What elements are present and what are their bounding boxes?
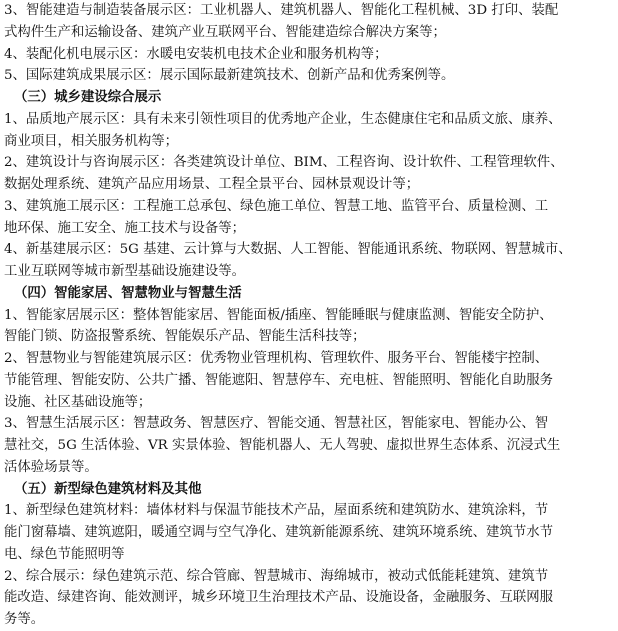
- list-item: [4, 566, 612, 631]
- text-line: 务等。: [4, 612, 45, 627]
- text-line: 4、装配化机电展示区：水暖电安装机电技术企业和服务机构等；: [4, 46, 388, 62]
- text-line: 2、智慧物业与智能建筑展示区：优秀物业管理机构、管理软件、服务平台、智能楼宇控制、: [4, 351, 549, 366]
- text-line: 智能门锁、防盗报警系统、智能娱乐产品、智能生活科技等；: [4, 329, 366, 345]
- list-item: [4, 239, 612, 283]
- list-item: [4, 305, 612, 349]
- section-heading: （三）城乡建设综合展示: [14, 89, 162, 105]
- list-item: [4, 196, 612, 240]
- text-line: 式构件生产和运输设备、建筑产业互联网平台、智能建造综合解决方案等；: [4, 24, 446, 40]
- text-line: 2、综合展示：绿色建筑示范、综合管廊、智慧城市、海绵城市，被动式低能耗建筑、建筑节: [4, 568, 549, 584]
- text-line: 能改造、绿建咨询、能效测评，城乡环境卫生治理技术产品、设施设备，金融服务、互联网服: [4, 590, 554, 606]
- section-heading: （四）智能家居、智慧物业与智慧生活: [14, 284, 242, 301]
- text-line: 2、建筑设计与咨询展示区：各类建筑设计单位、BIM、工程咨询、设计软件、工程管理软件、: [4, 155, 564, 171]
- text-line: 商业项目，相关服务机构等；: [4, 133, 179, 149]
- text-line: 慧社交，5G 生活体验、VR 实景体验、智能机器人、无人驾驶、虚拟世界生态体系、沉浸式生: [4, 438, 561, 453]
- text-line: 3、建筑施工展示区：工程施工总承包、绿色施工单位、智慧工地、监管平台、质量检测、工: [4, 198, 549, 214]
- text-line: 电、绿色节能照明等: [4, 546, 125, 562]
- section-heading: （五）新型绿色建筑材料及其他: [14, 480, 202, 497]
- list-item: [4, 0, 612, 44]
- text-line: 活体验场景等。: [4, 459, 98, 475]
- text-line: 能门窗幕墙、建筑遮阳，暖通空调与空气净化、建筑新能源系统、建筑环境系统、建筑节水节: [4, 525, 554, 540]
- text-line: 地环保、施工安全、施工技术与设备等；: [4, 220, 246, 236]
- text-line: 节能管理、智能安防、公共广播、智能遮阳、智慧停车、充电桩、智能照明、智能化自助服务: [4, 372, 554, 388]
- list-item: [4, 413, 612, 478]
- document-body: [4, 0, 612, 631]
- list-item: [4, 65, 612, 87]
- text-line: 数据处理系统、建筑产品应用场景、工程全景平台、园林景观设计等；: [4, 177, 420, 192]
- text-line: 3、智能建造与制造装备展示区：工业机器人、建筑机器人、智能化工程机械、3D 打印、装配: [4, 3, 559, 18]
- text-line: 3、智慧生活展示区：智慧政务、智慧医疗、智能交通、智慧社区，智能家电、智能办公、智: [4, 416, 549, 432]
- text-line: 5、国际建筑成果展示区：展示国际最新建筑技术、创新产品和优秀案例等。: [4, 68, 455, 84]
- list-item: [4, 348, 612, 413]
- text-line: 1、品质地产展示区：具有未来引领性项目的优秀地产企业，生态健康住宅和品质文旅、康养、: [4, 111, 562, 127]
- list-item: [4, 500, 612, 565]
- text-line: 工业互联网等城市新型基础设施建设等。: [4, 264, 246, 279]
- text-line: 1、新型绿色建筑材料：墙体材料与保温节能技术产品，屋面系统和建筑防水、建筑涂料，节: [4, 503, 549, 519]
- text-line: 1、智能家居展示区：整体智能家居、智能面板/插座、智能睡眠与健康监测、智能安全防护、: [4, 307, 553, 323]
- text-line: 设施、社区基础设施等；: [4, 394, 152, 410]
- text-line: 4、新基建展示区：5G 基建、云计算与大数据、人工智能、智能通讯系统、物联网、智慧城市、: [4, 242, 572, 258]
- list-item: [4, 109, 612, 153]
- list-item: [4, 44, 612, 66]
- list-item: [4, 152, 612, 196]
